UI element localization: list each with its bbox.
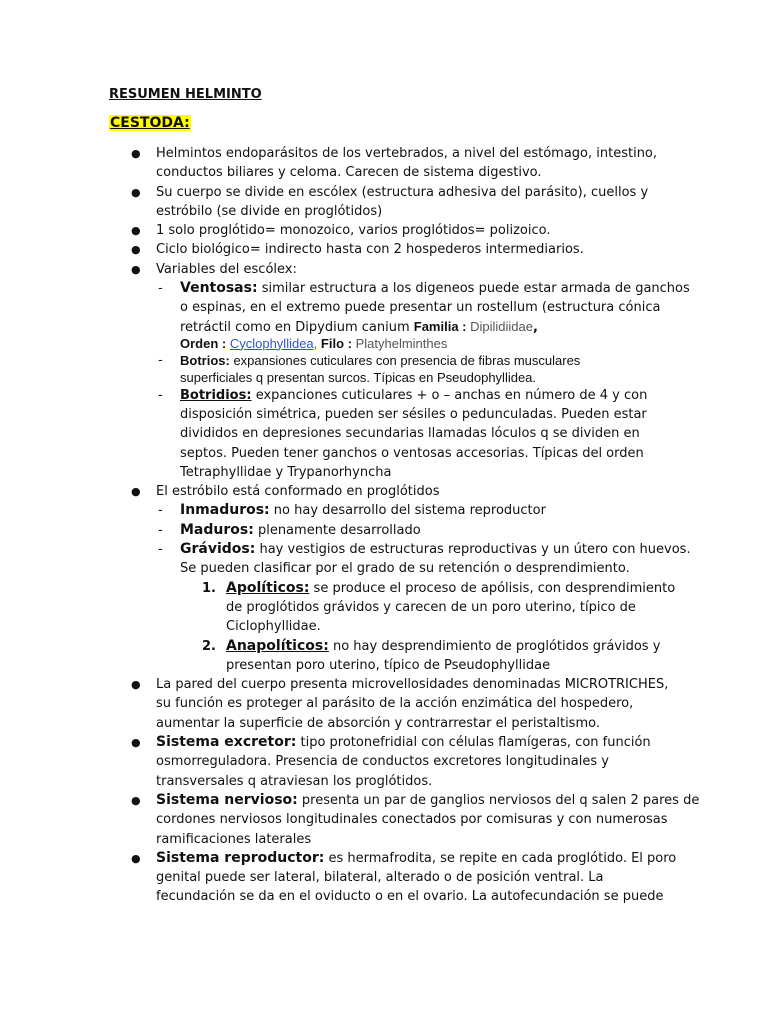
list-item xyxy=(0,144,768,163)
term-label: Sistema excretor: xyxy=(156,734,297,751)
term-label: Apolíticos: xyxy=(226,579,310,596)
bullet-icon: ● xyxy=(131,793,141,807)
item-text: es hermafrodita, se repite en cada proglótido. El poro xyxy=(324,850,677,866)
item-text: estróbilo (se divide en proglótidos) xyxy=(156,203,383,219)
item-text: superficiales q presentan surcos. Típicas en Pseudophyllidea. xyxy=(180,369,537,385)
item-text: presentan poro uterino, típico de Pseudophyllidae xyxy=(226,657,551,673)
familia-label: Familia : xyxy=(413,318,471,334)
dash-icon: - xyxy=(158,542,163,558)
item-text: 1 solo proglótido= monozoico, varios proglótidos= polizoico. xyxy=(156,223,551,239)
bullet-icon: ● xyxy=(131,736,141,750)
item-text: septos. Pueden tener ganchos o ventosas accesorias. Típicas del orden xyxy=(180,445,644,461)
list-item xyxy=(0,675,768,694)
dash-icon: - xyxy=(158,352,163,368)
list-item-continuation xyxy=(0,772,768,791)
item-text: divididos en depresiones secundarias llamadas lóculos q se dividen en xyxy=(180,426,640,442)
item-text: El estróbilo está conformado en proglótidos xyxy=(156,484,440,500)
list-item xyxy=(0,849,768,868)
list-item xyxy=(0,221,768,240)
item-text: no hay desprendimiento de proglótidos grávidos y xyxy=(328,638,661,654)
orden-label: Orden : xyxy=(180,335,230,351)
list-item-continuation xyxy=(0,868,768,887)
item-text: Se pueden clasificar por el grado de su retención o desprendimiento. xyxy=(180,561,630,577)
list-item-continuation xyxy=(0,752,768,771)
sub-item-continuation xyxy=(0,318,768,335)
list-item-continuation xyxy=(0,830,768,849)
item-text: expanciones cuticulares + o – anchas en número de 4 y con xyxy=(251,387,648,403)
bullet-icon: ● xyxy=(131,851,141,865)
sub-item-continuation xyxy=(0,424,768,443)
document-title: RESUMEN HELMINTO xyxy=(109,87,262,102)
sub-item-continuation xyxy=(0,559,768,578)
term-label: Sistema nervioso: xyxy=(156,791,298,808)
item-text: transversales q atraviesan los proglótidos. xyxy=(156,773,433,789)
sub-item-continuation xyxy=(0,369,768,386)
filo-label: Filo : xyxy=(320,335,356,351)
item-text: retráctil como en Dipydium canium xyxy=(180,319,414,335)
item-text: Helmintos endoparásitos de los vertebrados, a nivel del estómago, intestino, xyxy=(156,146,658,161)
sub-item-continuation xyxy=(0,463,768,482)
orden-link[interactable]: Cyclophyllidea xyxy=(229,335,314,351)
list-item xyxy=(0,183,768,202)
numbered-item xyxy=(0,579,768,598)
item-text: fecundación se da en el oviducto o en el ovario. La autofecundación se puede xyxy=(156,889,664,905)
item-text: genital puede ser lateral, bilateral, alterado o de posición ventral. La xyxy=(156,870,604,886)
item-text: Ciclo biológico= indirecto hasta con 2 hospederos intermediarios. xyxy=(156,242,584,258)
item-text: Variables del escólex: xyxy=(156,261,297,277)
dash-icon: - xyxy=(158,503,163,519)
item-text: de proglótidos grávidos y carecen de un poro uterino, típico de xyxy=(226,599,636,615)
dash-icon: - xyxy=(158,387,163,403)
filo-value: Platyhelminthes xyxy=(355,335,448,351)
bullet-icon: ● xyxy=(131,224,141,238)
list-item xyxy=(0,733,768,752)
item-text: osmorreguladora. Presencia de conductos excretores longitudinales y xyxy=(156,754,609,770)
item-text: Ciclophyllidae. xyxy=(226,619,321,635)
bullet-icon: ● xyxy=(131,485,141,499)
term-label: Grávidos: xyxy=(180,541,256,558)
sub-item-continuation xyxy=(0,298,768,317)
sub-item xyxy=(0,352,768,369)
item-text: La pared del cuerpo presenta microvellosidades denominadas MICROTRICHES, xyxy=(156,677,669,693)
item-text: similar estructura a los digeneos puede estar armada de ganchos xyxy=(257,281,690,297)
sub-item xyxy=(0,521,768,540)
dash-icon: - xyxy=(158,522,163,538)
item-text: aumentar la superficie de absorción y contrarrestar el peristaltismo. xyxy=(156,715,600,731)
list-item-continuation xyxy=(0,714,768,733)
bullet-icon: ● xyxy=(131,147,141,160)
list-item-continuation xyxy=(0,810,768,829)
term-label: Ventosas: xyxy=(180,280,258,297)
item-text: su función es proteger al parásito de la acción enzimática del hospedero, xyxy=(156,696,634,712)
list-item xyxy=(0,791,768,810)
numbered-item xyxy=(0,637,768,656)
item-text: o espinas, en el extremo puede presentar un rostellum (estructura cónica xyxy=(180,300,661,316)
sub-item xyxy=(0,501,768,520)
list-item xyxy=(0,482,768,501)
familia-value: Dipilidiidae xyxy=(470,318,533,334)
dash-icon: - xyxy=(158,281,163,297)
item-text: ramificaciones laterales xyxy=(156,831,312,847)
sub-item xyxy=(0,279,768,298)
list-item-continuation xyxy=(0,163,768,182)
numbered-item-continuation xyxy=(0,656,768,675)
bullet-icon: ● xyxy=(131,262,141,276)
item-number: 2. xyxy=(202,638,216,654)
list-item xyxy=(0,240,768,259)
item-text: no hay desarrollo del sistema reproductor xyxy=(269,503,546,519)
term-label: Maduros: xyxy=(180,521,254,538)
item-text: Tetraphyllidae y Trypanorhyncha xyxy=(180,464,392,480)
item-text: expansiones cuticulares con presencia de fibras musculares xyxy=(229,352,581,368)
list-item-continuation xyxy=(0,202,768,221)
item-text: cordones nerviosos longitudinales conectados por comisuras y con numerosas xyxy=(156,812,668,828)
item-text: se produce el proceso de apólisis, con desprendimiento xyxy=(309,580,676,596)
bullet-icon: ● xyxy=(131,185,141,199)
item-text: Su cuerpo se divide en escólex (estructura adhesiva del parásito), cuellos y xyxy=(156,184,649,200)
numbered-item-continuation xyxy=(0,617,768,636)
term-label: Botrios: xyxy=(180,352,230,368)
list-item-continuation xyxy=(0,694,768,713)
comma: , xyxy=(313,335,321,351)
sub-item xyxy=(0,540,768,559)
term-label: Botridios: xyxy=(180,387,252,403)
list-item xyxy=(0,260,768,279)
bullet-icon: ● xyxy=(131,243,141,257)
bullet-icon: ● xyxy=(131,678,141,692)
item-text: tipo protonefridial con células flamígeras, con función xyxy=(296,735,651,751)
item-text: presenta un par de ganglios nerviosos del q salen 2 pares de xyxy=(297,792,700,808)
item-text: disposición simétrica, pueden ser sésiles o pedunculadas. Pueden estar xyxy=(180,406,647,422)
section-heading: CESTODA: xyxy=(110,115,190,131)
term-label: Sistema reproductor: xyxy=(156,849,325,866)
list-item-continuation xyxy=(0,887,768,906)
sub-item-continuation xyxy=(0,405,768,424)
comma: , xyxy=(533,319,538,335)
document-body xyxy=(0,144,768,907)
item-number: 1. xyxy=(202,580,216,596)
sub-item xyxy=(0,386,768,405)
sub-item-continuation xyxy=(0,444,768,463)
sub-item-continuation xyxy=(0,335,768,352)
numbered-item-continuation xyxy=(0,598,768,617)
term-label: Inmaduros: xyxy=(180,502,270,519)
item-text: hay vestigios de estructuras reproductivas y un útero con huevos. xyxy=(255,542,691,558)
item-text: conductos biliares y celoma. Carecen de sistema digestivo. xyxy=(156,165,542,181)
term-label: Anapolíticos: xyxy=(226,637,329,654)
item-text: plenamente desarrollado xyxy=(253,522,421,538)
